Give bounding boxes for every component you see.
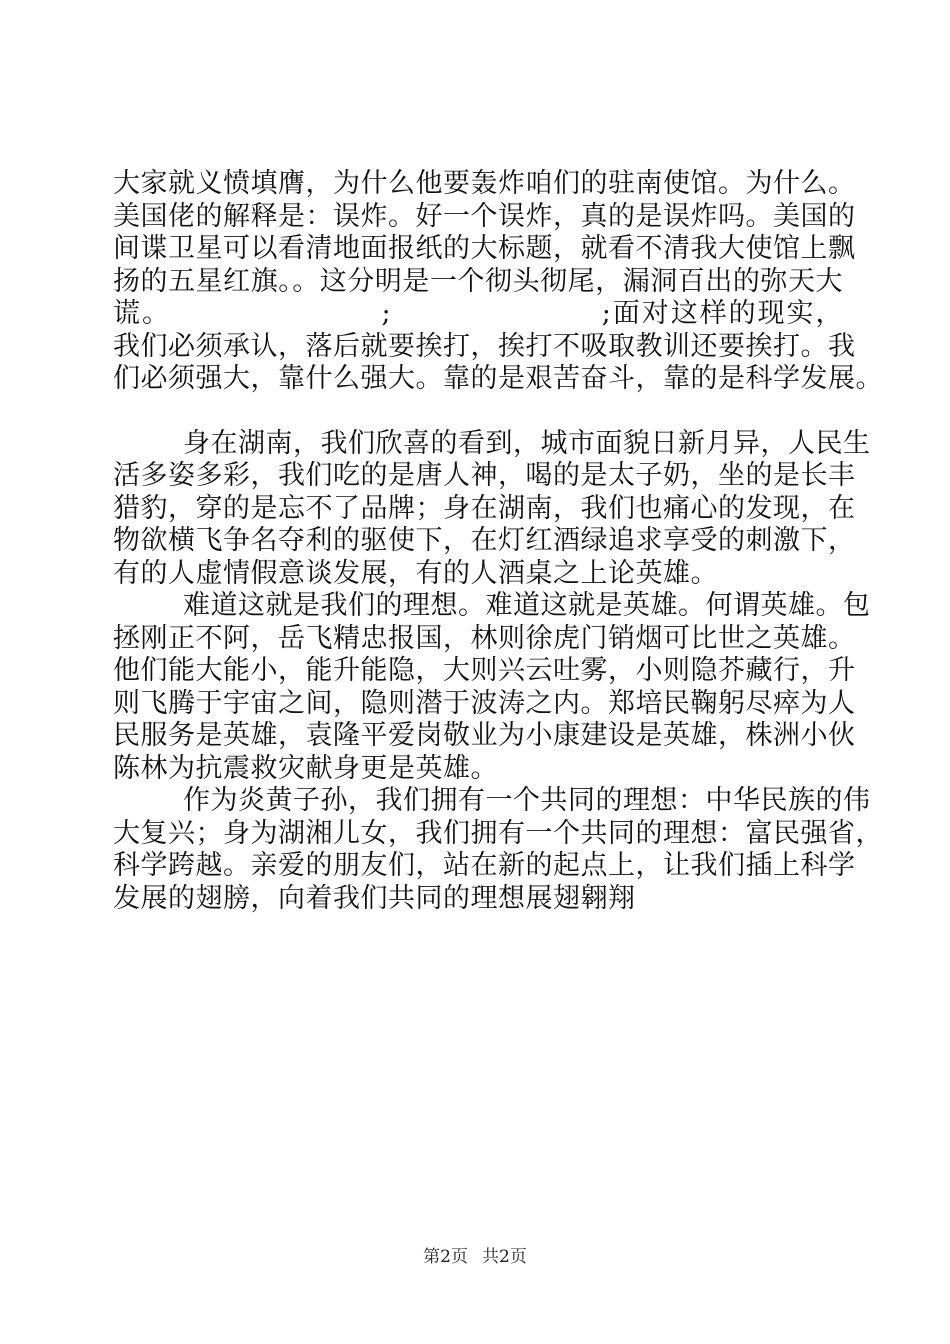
text-line: 们必须强大，靠什么强大。靠的是艰苦奋斗，靠的是科学发展。 xyxy=(113,363,883,394)
text-line: 则飞腾于宇宙之间，隐则潜于波涛之内。郑培民鞠躬尽瘁为人 xyxy=(113,687,856,719)
text-line: 发展的翅膀，向着我们共同的理想展翅翱翔 xyxy=(113,882,636,914)
text-line: 作为炎黄子孙，我们拥有一个共同的理想：中华民族的伟 xyxy=(183,785,871,816)
text-line: 我们必须承认，落后就要挨打，挨打不吸取教训还要挨打。我 xyxy=(113,330,856,362)
text-line: 身在湖南，我们欣喜的看到，城市面貌日新月异，人民生 xyxy=(183,427,871,459)
text-line: 陈林为抗震救灾献身更是英雄。 xyxy=(113,752,498,784)
text-line: 物欲横飞争名夺利的驱使下，在灯红酒绿追求享受的刺激下， xyxy=(113,525,856,556)
text-line: 大复兴；身为湖湘儿女，我们拥有一个共同的理想：富民强省， xyxy=(113,817,883,849)
text-line: 猎豹，穿的是忘不了品牌；身在湖南，我们也痛心的发现，在 xyxy=(113,492,856,524)
text-line: 扬的五星红旗。。这分明是一个彻头彻尾，漏洞百出的弥天大 xyxy=(113,265,843,297)
text-line: 他们能大能小，能升能隐，大则兴云吐雾，小则隐芥藏行，升 xyxy=(113,655,856,686)
text-line: 难道这就是我们的理想。难道这就是英雄。何谓英雄。包 xyxy=(183,590,871,621)
text-line: 活多姿多彩，我们吃的是唐人神，喝的是太子奶，坐的是长丰 xyxy=(113,460,856,491)
paragraph-1 xyxy=(113,168,883,396)
text-line: 谎。 ; ;面对这样的现实， xyxy=(113,298,843,329)
document-body xyxy=(113,168,883,915)
text-line: 科学跨越。亲爱的朋友们，站在新的起点上，让我们插上科学 xyxy=(113,850,856,881)
text-line: 美国佬的解释是：误炸。好一个误炸，真的是误炸吗。美国的 xyxy=(113,200,856,232)
paragraph-3 xyxy=(113,590,871,785)
text-line: 大家就义愤填膺，为什么他要轰炸咱们的驻南使馆。为什么。 xyxy=(113,168,856,199)
page-number: 第2页 xyxy=(423,1247,468,1267)
text-line: 间谍卫星可以看清地面报纸的大标题，就看不清我大使馆上飘 xyxy=(113,233,856,264)
text-line: 民服务是英雄，袁隆平爱岗敬业为小康建设是英雄，株洲小伙 xyxy=(113,720,856,751)
paragraph-2 xyxy=(113,427,871,591)
paragraph-4 xyxy=(113,785,883,915)
page-total: 共2页 xyxy=(482,1247,527,1267)
text-line: 有的人虚情假意谈发展，有的人酒桌之上论英雄。 xyxy=(113,557,718,589)
paragraph-spacer xyxy=(113,396,843,428)
text-line: 拯刚正不阿，岳飞精忠报国，林则徐虎门销烟可比世之英雄。 xyxy=(113,622,856,654)
page-footer xyxy=(0,1242,950,1267)
